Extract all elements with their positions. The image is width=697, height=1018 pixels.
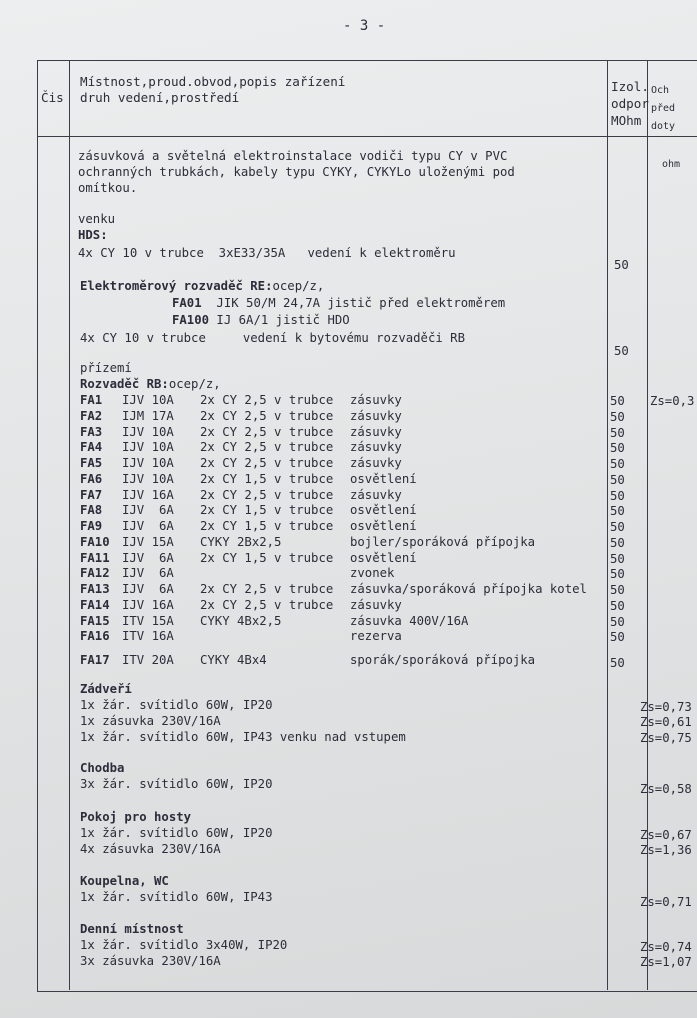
circuit-cable: 2x CY 1,5 v trubce [200,519,334,533]
circuit-breaker: IJV 6A [122,550,174,565]
circuit-insulation-value: 50 [610,583,625,597]
circuit-breaker: IJV 6A [122,503,174,518]
circuit-breaker: IJV 10A [122,393,174,407]
circuit-row [80,653,610,669]
rb-zs-first: Zs=0,3 [650,394,695,408]
circuit-use: osvětlení [350,471,417,486]
intro-line-3: omítkou. [78,181,138,195]
room-item-zs: Zs=1,07 [640,955,692,969]
circuit-id: FA2 [80,408,103,423]
circuit-id: FA3 [80,424,103,439]
circuit-row [80,519,610,535]
re-feed-line: 4x CY 10 v trubce vedení k bytovému rozvaděči RB [80,331,465,345]
rb-title-rest: ocep/z, [168,377,221,391]
circuit-use: zvonek [350,566,395,581]
rb-title [80,377,221,391]
circuit-insulation-value: 50 [610,567,625,582]
header-cis: Čis [41,90,64,105]
circuit-id: FA6 [80,471,103,486]
circuit-row [80,503,610,519]
circuit-insulation-value: 50 [610,441,625,456]
room-item: 1x žár. svítidlo 60W, IP43 venku nad vstupem [80,730,406,744]
circuit-cable: 2x CY 2,5 v trubce [200,582,334,596]
circuit-insulation-value: 50 [610,630,625,645]
room-item-zs: Zs=0,61 [640,715,692,729]
circuit-id: FA15 [80,613,110,628]
circuit-row [80,629,610,645]
room-name: Pokoj pro hosty [80,810,192,824]
re-title-rest: ocep/z, [272,279,325,293]
circuit-cable: 2x CY 2,5 v trubce [200,440,334,455]
circuit-id: FA9 [80,519,103,533]
circuit-id: FA11 [80,550,110,565]
circuit-use: zásuvky [350,597,402,612]
header-och-line2: před [651,103,676,114]
circuit-id: FA5 [80,456,103,470]
room-item-zs: Zs=0,71 [640,895,692,909]
re-title [80,279,324,293]
circuit-use: zásuvka 400V/16A [350,613,469,628]
circuit-id: FA8 [80,503,103,518]
room-item-zs: Zs=0,74 [640,940,692,954]
circuit-cable: 2x CY 2,5 v trubce [200,408,334,423]
circuit-breaker: ITV 15A [122,613,174,628]
room-name: Chodba [80,761,125,775]
venku-label: venku [78,212,116,226]
circuit-cable: 2x CY 2,5 v trubce [200,456,334,470]
circuit-use: osvětlení [350,519,417,533]
circuit-breaker: IJV 16A [122,597,174,612]
circuit-use: zásuvky [350,440,402,455]
circuit-breaker: IJV 10A [122,424,174,439]
circuit-use: bojler/sporáková přípojka [350,534,536,549]
header-desc-line1: Místnost,proud.obvod,popis zařízení [80,74,346,89]
room-name: Denní místnost [80,922,184,936]
circuit-breaker: IJV 10A [122,471,174,486]
circuit-use: zásuvky [350,408,402,423]
circuit-cable: CYKY 4Bx2,5 [200,613,282,628]
header-och-line1: Och [651,85,670,96]
circuit-use: zásuvky [350,424,402,439]
circuit-cable: 2x CY 2,5 v trubce [200,597,334,612]
re-fa100 [172,313,350,327]
circuit-cable: 2x CY 1,5 v trubce [200,503,334,518]
header-och-line3: doty [651,121,676,132]
header-izol-line3: MOhm [611,113,642,128]
circuit-row [80,598,610,614]
circuit-row [80,551,610,567]
circuit-insulation-value: 50 [610,598,625,613]
room-item: 1x žár. svítidlo 60W, IP20 [80,698,273,712]
circuit-cable: 2x CY 2,5 v trubce [200,424,334,439]
circuit-id: FA12 [80,566,110,581]
re-fa100-id: FA100 [172,313,210,327]
circuit-id: FA10 [80,534,110,549]
circuit-id: FA14 [80,597,110,612]
circuit-row [80,582,610,598]
re-value: 50 [614,344,629,358]
circuit-use: zásuvky [350,393,402,407]
room-item-zs: Zs=0,67 [640,828,692,842]
circuit-breaker: IJV 16A [122,487,174,502]
circuit-use: zásuvka/sporáková přípojka kotel [350,582,587,596]
column-divider-cis [69,60,70,990]
circuit-use: zásuvky [350,487,402,502]
re-fa100-desc: IJ 6A/1 jistič HDO [209,313,350,327]
intro-line-2: ochranných trubkách, kabely typu CYKY, CYKYLo uloženými pod [78,165,515,179]
hds-line: 4x CY 10 v trubce 3xE33/35A vedení k elektroměru [78,246,456,260]
circuit-id: FA7 [80,487,103,502]
circuit-breaker: IJV 10A [122,440,174,455]
room-item: 4x zásuvka 230V/16A [80,842,221,856]
header-izol-line2: odpor [611,96,649,111]
circuit-breaker: IJV 6A [122,582,174,596]
intro-line-1: zásuvková a světelná elektroinstalace vodiči typu CY v PVC [78,149,508,163]
circuit-insulation-value: 50 [610,614,625,629]
room-item-zs: Zs=1,36 [640,843,692,857]
circuit-row [80,614,610,630]
room-name: Koupelna, WC [80,874,169,888]
circuit-cable: 2x CY 2,5 v trubce [200,487,334,502]
circuit-insulation-value: 50 [610,504,625,519]
circuit-insulation-value: 50 [610,409,625,424]
room-item: 1x žár. svítidlo 60W, IP43 [80,890,273,904]
hds-label: HDS: [78,228,108,242]
circuit-cable: CYKY 2Bx2,5 [200,534,282,549]
circuit-id: FA4 [80,440,103,455]
circuit-cable: 2x CY 2,5 v trubce [200,393,334,407]
circuit-use: osvětlení [350,550,417,565]
circuit-row [80,409,610,425]
room-item: 1x zásuvka 230V/16A [80,714,221,728]
circuit-breaker: IJM 17A [122,408,174,423]
circuit-insulation-value: 50 [610,472,625,487]
circuit-breaker: IJV 6A [122,566,174,581]
circuit-insulation-value: 50 [610,488,625,503]
circuit-id: FA1 [80,393,103,407]
circuit-row [80,488,610,504]
circuit-breaker: IJV 6A [122,519,174,533]
re-title-bold: Elektroměrový rozvaděč RE: [80,279,273,293]
prizemi-label: přízemí [80,361,132,375]
circuit-cable: 2x CY 1,5 v trubce [200,471,334,486]
circuit-insulation-value: 50 [610,551,625,566]
circuit-breaker: IJV 15A [122,534,174,549]
room-item-zs: Zs=0,75 [640,731,692,745]
circuit-insulation-value: 50 [610,425,625,440]
room-item: 1x žár. svítidlo 3x40W, IP20 [80,938,288,952]
room-item-zs: Zs=0,73 [640,700,692,714]
circuit-use: zásuvky [350,456,402,470]
circuit-insulation-value: 50 [610,394,625,408]
re-fa01 [172,296,505,310]
circuit-insulation-value: 50 [610,535,625,550]
circuit-cable: 2x CY 1,5 v trubce [200,550,334,565]
circuit-cable: CYKY 4Bx4 [200,653,267,667]
room-item-zs: Zs=0,58 [640,782,692,796]
rb-title-bold: Rozvaděč RB: [80,377,169,391]
room-item: 3x žár. svítidlo 60W, IP20 [80,777,273,791]
circuit-id: FA17 [80,653,110,667]
room-item: 1x žár. svítidlo 60W, IP20 [80,826,273,840]
room-item: 3x zásuvka 230V/16A [80,954,221,968]
header-och-unit: ohm [662,159,681,170]
circuit-insulation-value: 50 [610,656,625,670]
re-fa01-id: FA01 [172,296,202,310]
circuit-breaker: ITV 20A [122,653,174,667]
header-izol-line1: Izol. [611,79,649,94]
circuit-insulation-value: 50 [610,457,625,471]
circuit-use: rezerva [350,629,402,644]
header-desc-line2: druh vedení,prostředí [80,90,240,105]
circuit-row [80,393,610,409]
circuit-use: sporák/sporáková přípojka [350,653,536,667]
circuit-id: FA16 [80,629,110,644]
circuit-row [80,440,610,456]
re-fa01-desc: JIK 50/M 24,7A jistič před elektroměrem [201,296,506,310]
circuit-use: osvětlení [350,503,417,518]
circuit-row [80,425,610,441]
page-number: - 3 - [343,18,386,34]
circuit-row [80,535,610,551]
circuit-row [80,472,610,488]
circuit-breaker: IJV 10A [122,456,174,470]
header-divider [37,136,697,137]
circuit-row [80,456,610,472]
circuit-insulation-value: 50 [610,520,625,534]
hds-value: 50 [614,258,629,272]
circuit-id: FA13 [80,582,110,596]
circuit-breaker: ITV 16A [122,629,174,644]
circuit-row [80,566,610,582]
room-name: Zádveří [80,682,132,696]
